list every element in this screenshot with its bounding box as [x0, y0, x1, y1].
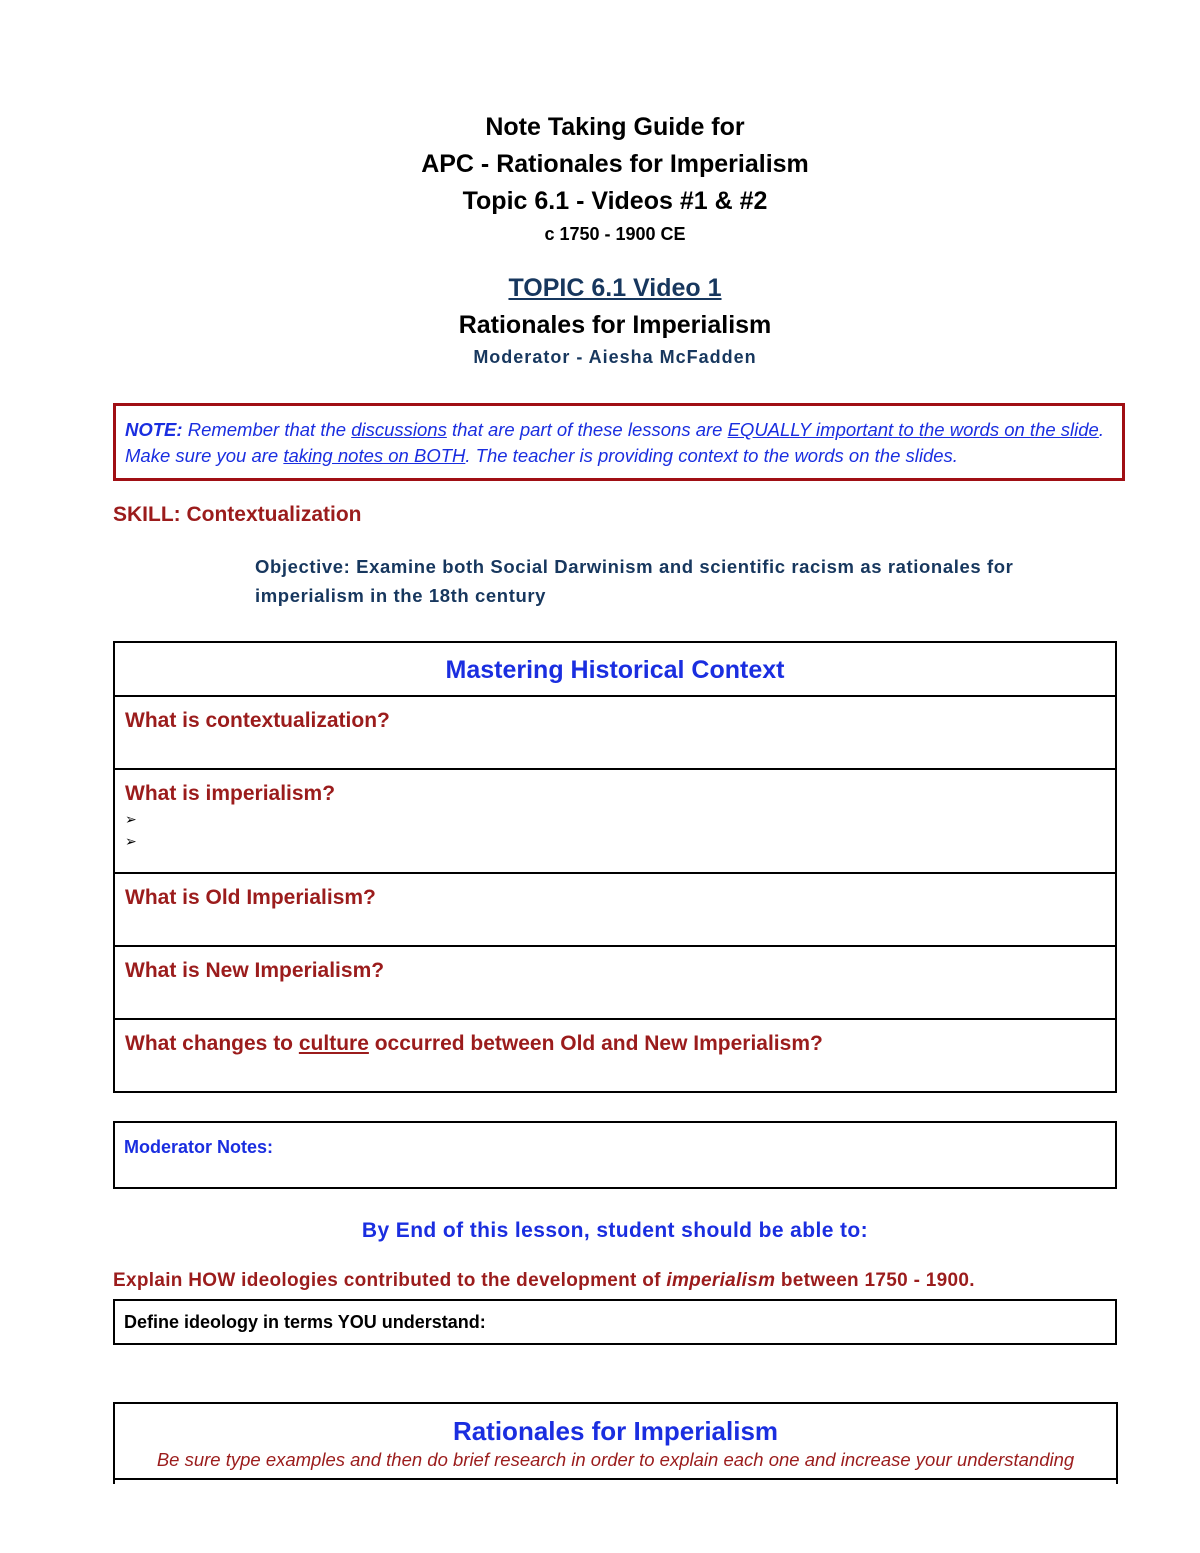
- note-text-2: that are part of these lessons are: [446, 419, 728, 440]
- question-row-culture-changes[interactable]: [115, 1018, 1115, 1091]
- arrow-bullet-icon: ➢: [125, 833, 137, 849]
- title-line-1: Note Taking Guide for: [485, 113, 745, 141]
- explain-text-b: between 1750 - 1900.: [775, 1270, 975, 1291]
- question-label: What is contextualization?: [125, 709, 390, 732]
- question-label: What is New Imperialism?: [125, 959, 385, 982]
- by-end-heading: By End of this lesson, student should be able to:: [361, 1219, 869, 1242]
- define-ideology-box[interactable]: [113, 1299, 1117, 1345]
- explain-text-a: Explain HOW ideologies contributed to the development of: [113, 1270, 667, 1291]
- rationales-box: [113, 1402, 1118, 1484]
- question-row-imperialism[interactable]: [115, 768, 1115, 872]
- moderator-name: Moderator - Aiesha McFadden: [473, 347, 757, 367]
- title-line-3: Topic 6.1 - Videos #1 & #2: [462, 187, 768, 215]
- moderator-notes-box[interactable]: [113, 1121, 1117, 1189]
- note-underline-both: taking notes on BOTH: [283, 445, 466, 466]
- mastering-historical-context-table: [113, 641, 1117, 1093]
- question-row-old-imperialism[interactable]: [115, 872, 1115, 945]
- question-text-a: What changes to: [125, 1032, 299, 1055]
- section-subtitle: Rationales for Imperialism: [458, 311, 772, 339]
- question-row-contextualization[interactable]: [115, 695, 1115, 768]
- topic-link[interactable]: TOPIC 6.1 Video 1: [508, 274, 722, 302]
- date-range: c 1750 - 1900 CE: [544, 224, 686, 244]
- note-label: NOTE:: [125, 419, 183, 440]
- skill-label: SKILL: Contextualization: [113, 503, 362, 526]
- question-label: What is Old Imperialism?: [125, 886, 376, 909]
- note-text-4: . The teacher is providing context to the words on the slides.: [465, 445, 958, 466]
- question-label: [125, 1032, 823, 1055]
- note-text-3: . Make sure you are: [125, 419, 1104, 466]
- question-text-b: occurred between Old and New Imperialism?: [368, 1032, 823, 1055]
- note-underline-equally: EQUALLY important to the words on the slide: [727, 419, 1099, 440]
- note-underline-discussions: discussions: [351, 419, 447, 440]
- question-row-new-imperialism[interactable]: [115, 945, 1115, 1018]
- rationales-title: Rationales for Imperialism: [452, 1416, 779, 1446]
- question-underline-culture: culture: [298, 1032, 369, 1055]
- arrow-bullet-icon: ➢: [125, 811, 137, 827]
- table-heading: Mastering Historical Context: [445, 656, 785, 684]
- note-text-1: Remember that the: [182, 419, 352, 440]
- rationales-subtitle: Be sure type examples and then do brief research in order to explain each one and increase your understanding: [156, 1449, 1075, 1470]
- moderator-notes-label: Moderator Notes:: [124, 1137, 274, 1157]
- question-label: What is imperialism?: [125, 782, 336, 805]
- define-ideology-label: Define ideology in terms YOU understand:: [124, 1312, 486, 1332]
- rationales-divider: [113, 1478, 1118, 1480]
- explain-italic-imperialism: imperialism: [666, 1270, 776, 1291]
- note-box: [113, 403, 1125, 481]
- explain-objective: [113, 1270, 975, 1292]
- title-line-2: APC - Rationales for Imperialism: [421, 150, 809, 178]
- objective-text: Objective: Examine both Social Darwinism and scientific racism as rationales for imperialism in the 18th century: [255, 556, 1014, 606]
